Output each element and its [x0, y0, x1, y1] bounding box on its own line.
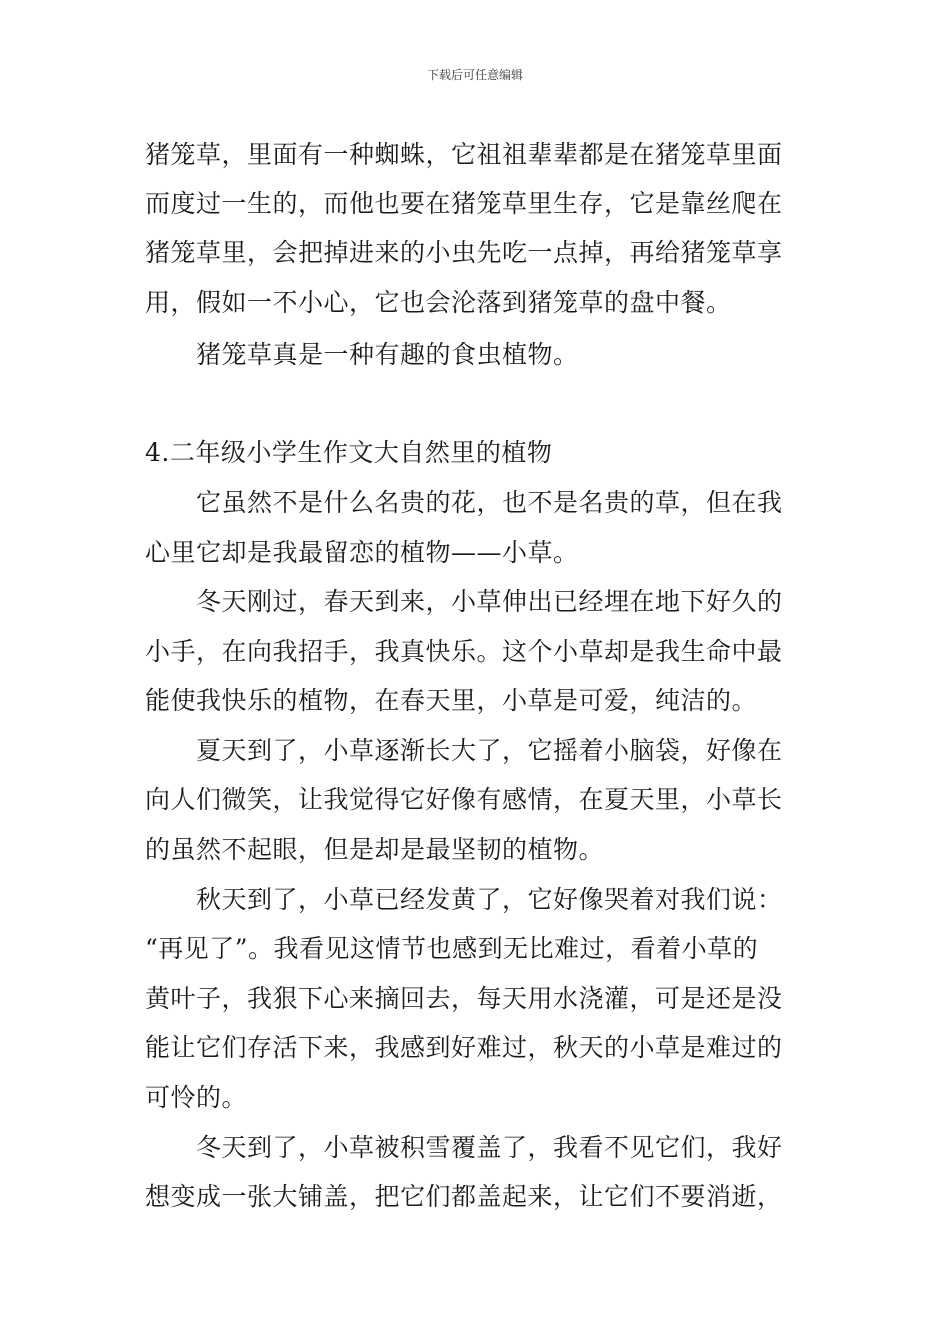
paragraph-line: 的虽然不起眼，但是却是最坚韧的植物。 [145, 835, 605, 864]
paragraph-line: 秋天到了，小草已经发黄了，它好像哭着对我们说： [196, 885, 783, 914]
paragraph-line: 小手，在向我招手，我真快乐。这个小草却是我生命中最 [145, 637, 783, 666]
paragraph-line: 能让它们存活下来，我感到好难过，秋天的小草是难过的 [145, 1033, 783, 1062]
paragraph-line: 想变成一张大铺盖，把它们都盖起来，让它们不要消逝， [145, 1182, 783, 1211]
paragraph-line: 冬天刚过，春天到来，小草伸出已经埋在地下好久的 [196, 587, 783, 616]
paragraph-line: 猪笼草里，会把掉进来的小虫先吃一点掉，再给猪笼草享 [145, 238, 783, 267]
paragraph-line: 猪笼草，里面有一种蜘蛛，它祖祖辈辈都是在猪笼草里面 [145, 140, 783, 169]
paragraph-line: 而度过一生的，而他也要在猪笼草里生存，它是靠丝爬在 [145, 189, 783, 218]
paragraph-line: 冬天到了，小草被积雪覆盖了，我看不见它们，我好 [196, 1133, 783, 1162]
paragraph-line: “再见了”。我看见这情节也感到无比难过，看着小草的 [145, 934, 759, 963]
paragraph-line: 黄叶子，我狠下心来摘回去，每天用水浇灌，可是还是没 [145, 984, 783, 1013]
paragraph-line: 向人们微笑，让我觉得它好像有感情，在夏天里，小草长 [145, 785, 783, 814]
page-header: 下载后可任意编辑 [426, 68, 523, 82]
section-heading: 4.二年级小学生作文大自然里的植物 [145, 438, 553, 467]
paragraph-line: 能使我快乐的植物，在春天里，小草是可爱，纯洁的。 [145, 686, 758, 715]
paragraph-line: 它虽然不是什么名贵的花，也不是名贵的草，但在我 [196, 488, 783, 517]
paragraph-line: 心里它却是我最留恋的植物——小草。 [145, 538, 579, 567]
paragraph-line: 可怜的。 [145, 1083, 248, 1112]
paragraph-line: 用，假如一不小心，它也会沦落到猪笼草的盘中餐。 [145, 288, 732, 317]
paragraph-line: 猪笼草真是一种有趣的食虫植物。 [196, 340, 579, 369]
paragraph-line: 夏天到了，小草逐渐长大了，它摇着小脑袋，好像在 [196, 736, 783, 765]
